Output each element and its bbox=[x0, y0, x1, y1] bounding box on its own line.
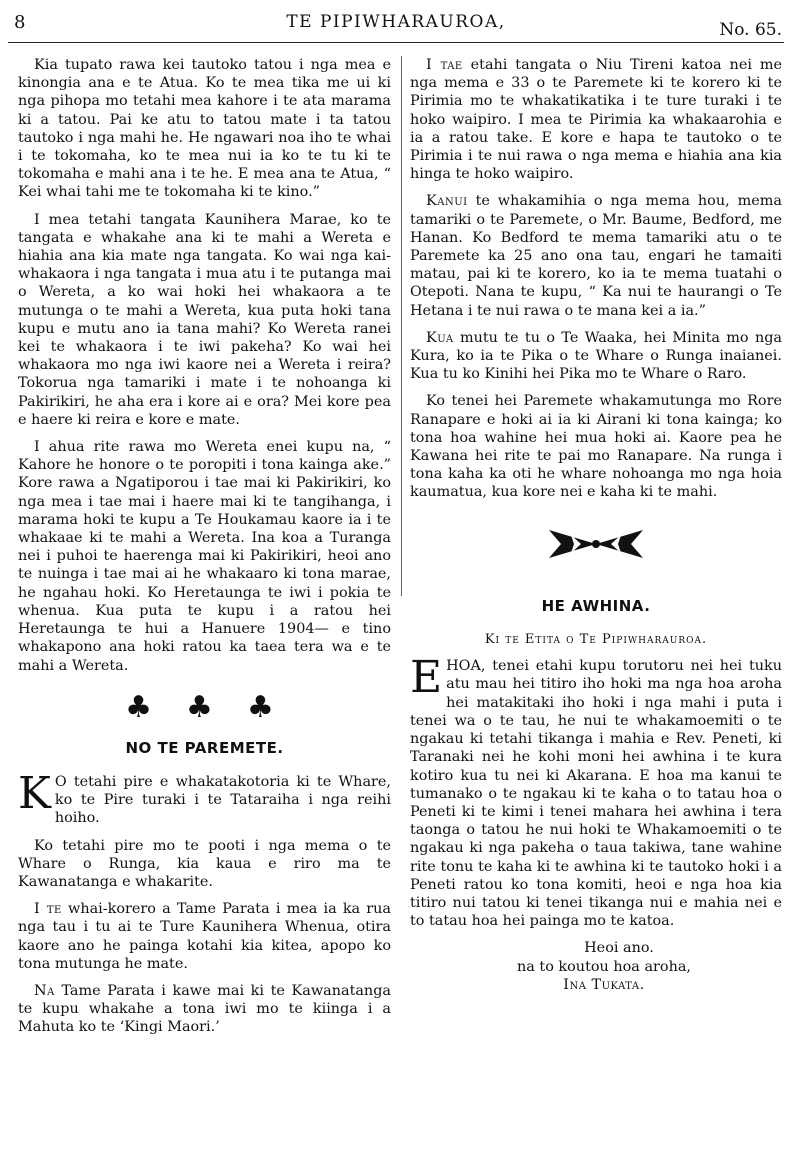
article-paragraph: Ko tetahi pire mo te pooti i nga mema o te Whare o Runga, kia kaua e riro ma te Kawanatanga e whakarite. bbox=[18, 837, 391, 890]
article-paragraph bbox=[18, 900, 391, 973]
paragraph-text: etahi tangata o Niu Tireni katoa nei me nga mema e 33 o te Paremete ki te korero ki te Pirimia mo te whakatikatika i te ture turaki i te hoko waipiro. I mea te Pirimia ka whakaarohia e ia a ratou take. E kore e hapa te tautoko o te Pirimia i te nui rawa o nga mema e hiahia ana kia hinga te hoko waipiro. bbox=[410, 57, 783, 183]
article-paragraph: I mea tetahi tangata Kaunihera Marae, ko te tangata e whakahe ana ki te mahi a Wereta e hiahia ana kia mate nga tangata. Ko wai nga kai-whakaora i nga tangata i mua atu i te putanga mai o Wereta, a ko wai hoki hei whakaora a te mutunga o te mahi a Wereta, kua puta hoki tana kupu e mutu ano ia tana mahi? Ko Wereta ranei kei te whakaora i te iwi pakeha? Ko wai hei whakaora mo nga iwi kaore nei a Wereta i reira? Tokorua nga tamariki i mate i te nohoanga ki Pakirikiri, he aha era i kore ai e ora? Mei kore pea e haere ki reira e kore e mate. bbox=[18, 211, 391, 428]
page-header bbox=[10, 6, 782, 40]
lead-words: Na bbox=[34, 982, 55, 999]
column-divider bbox=[401, 56, 402, 596]
right-column bbox=[410, 56, 782, 994]
lead-words: I tae bbox=[426, 57, 463, 73]
paragraph-text: Tame Parata i kawe mai ki te Kawanatanga te kupu whakahe a tona iwi mo te kiinga i a Mahuta ko te ‘Kingi Maori.’ bbox=[18, 982, 391, 1036]
section-heading: HE AWHINA. bbox=[541, 596, 651, 615]
lead-words: Kua bbox=[426, 329, 454, 346]
header-rule bbox=[8, 42, 784, 43]
article-paragraph bbox=[410, 56, 782, 183]
article-paragraph: Ko tenei hei Paremete whakamutunga mo Rore Ranapare e hoki ai ia ki Airani ki tona kainga; ko tona hoa wahine hei mua hoki ai. Kaore pea he Kawana hei rite te pai mo Ranapare. Na runga i tona kaha ka oti he whare nohoanga mo nga hoia kaumatua, kua kore nei e kaha ki te mahi. bbox=[410, 393, 782, 501]
newspaper-title: TE PIPIWHARAUROA, bbox=[286, 12, 506, 32]
issue-number: No. 65. bbox=[719, 20, 782, 40]
paragraph-text: whai-korero a Tame Parata i mea ia ka rua nga tau i tu ai te Ture Kaunihera Whenua, otira kaore ano he painga kotahi kia kitea, apopo ko tona mutunga he mate. bbox=[18, 901, 392, 972]
article-paragraph bbox=[410, 652, 782, 930]
page-number: 8 bbox=[14, 12, 26, 33]
lead-words: I te bbox=[34, 901, 62, 918]
left-column bbox=[18, 56, 391, 1046]
lead-words: Kanui bbox=[426, 193, 468, 210]
section-heading: NO TE PAREMETE. bbox=[125, 738, 284, 757]
article-paragraph bbox=[18, 982, 391, 1037]
paragraph-text: te whakamihia o nga mema hou, mema tamariki o te Paremete, o Mr. Baume, Bedford, me Hanan. Ko Bedford te mema tamariki atu o te Paremete ka 25 ano ona tau, engari he tamaiti matau, pai ki te korero, ko ia te mema tuatahi o Otepoti. Nana te kupu, “ Ka nui te haurangi o Te Hetana i te nui rawa o te mana kei a ia.” bbox=[410, 193, 782, 319]
signature-name: Ina Tukata. bbox=[563, 976, 645, 993]
drop-cap: E bbox=[410, 652, 443, 704]
paragraph-text: HOA, tenei etahi kupu torutoru nei hei tuku atu mau hei titiro iho hoki ma nga hoa aroha hei matakitaki iho hoki i nga mahi i puta i tenei wa o te tau, he nui te whakamoemiti o te ngakau ki tetahi tikanga i mahia e Rev. Peneti, ki Taranaki nei he kohi moni hei awhina i te kura kotiro kua tu nei ki Akarana. E hoa ma kanui te tumanako o te ngakau ki te kaha o to tatau hoa o Peneti ki te kimi i tenei mahara hei awhina i tera taonga o tatou he nui hoki te Whakamoemiti o te ngakau ki nga pakeha o taua takiwa, tane wahine rite tonu te kaha ki te awhina ki te tautoko hoki i a Peneti ratou ko tona komiti, heoi e nga hoa kia titiro nui tatou ki tenei tikanga nui e mahia nei e to tatau hoa hei painga mo te katoa. bbox=[410, 658, 782, 930]
ornament-icon bbox=[541, 524, 651, 564]
signoff-line: Heoi ano. bbox=[584, 940, 654, 957]
article-paragraph: I ahua rite rawa mo Wereta enei kupu na, “ Kahore he honore o te poropiti i tona kainga ake.” Kore rawa a Ngatiporou i tae mai ki Pakirikiri, ko nga mea i tae mai i haere mai ki te tangihanga, i marama hoki te kupu a Te Houkamau kaore ia i te whakaae ki te mahi a Wereta. Ina koa a Turanga nei i puhoi te haerenga mai ki Pakirikiri, heoi ano te nuinga i tae mai ai he whakaaro ki tona marae, he ngahau hoki. Ko Heretaunga te iwi i pokia te whenua. Kua puta te kupu i a ratou hei Heretaunga te hui a Hanuere 1904— e tino whakapono ana hoki ratou ka taea tera wa e te mahi a Wereta. bbox=[18, 439, 391, 674]
article-paragraph bbox=[410, 329, 782, 384]
paragraph-text: O tetahi pire e whakatakotoria ki te Whare, ko te Pire turaki i te Tataraiha i nga reihi hoiho. bbox=[54, 773, 391, 827]
clubs-ornament: ♣♣♣ bbox=[125, 689, 308, 725]
signoff-line: na to koutou hoa aroha, bbox=[516, 958, 692, 975]
paragraph-text: mutu te tu o Te Waaka, hei Minita mo nga Kura, ko ia te Pika o te Whare o Runga inaianei. Kua tu ko Kinihi hei Pika mo te Whare o Raro. bbox=[410, 329, 783, 383]
leaf-ornament bbox=[410, 524, 782, 569]
article-paragraph bbox=[18, 767, 391, 828]
letter-addressee: Ki te Etita o Te Pipiwharauroa. bbox=[484, 632, 708, 648]
article-paragraph bbox=[410, 192, 782, 319]
drop-cap: K bbox=[18, 767, 51, 819]
article-paragraph: Kia tupato rawa kei tautoko tatou i nga mea e kinongia ana e te Atua. Ko te mea tika me ui ki nga pihopa mo tetahi mea kahore i te ata marama ki a tatou. Pai ke atu to tatou mate i ta tatou tautoko i nga mahi he. He ngawari noa iho te whai i te tokomaha, ko te mea nui ia ko te tu ki te tokomaha e mahi ana i te he. E mea ana te Atua, “ Kei whai tahi me te tokomaha ki te kino.” bbox=[18, 57, 391, 201]
